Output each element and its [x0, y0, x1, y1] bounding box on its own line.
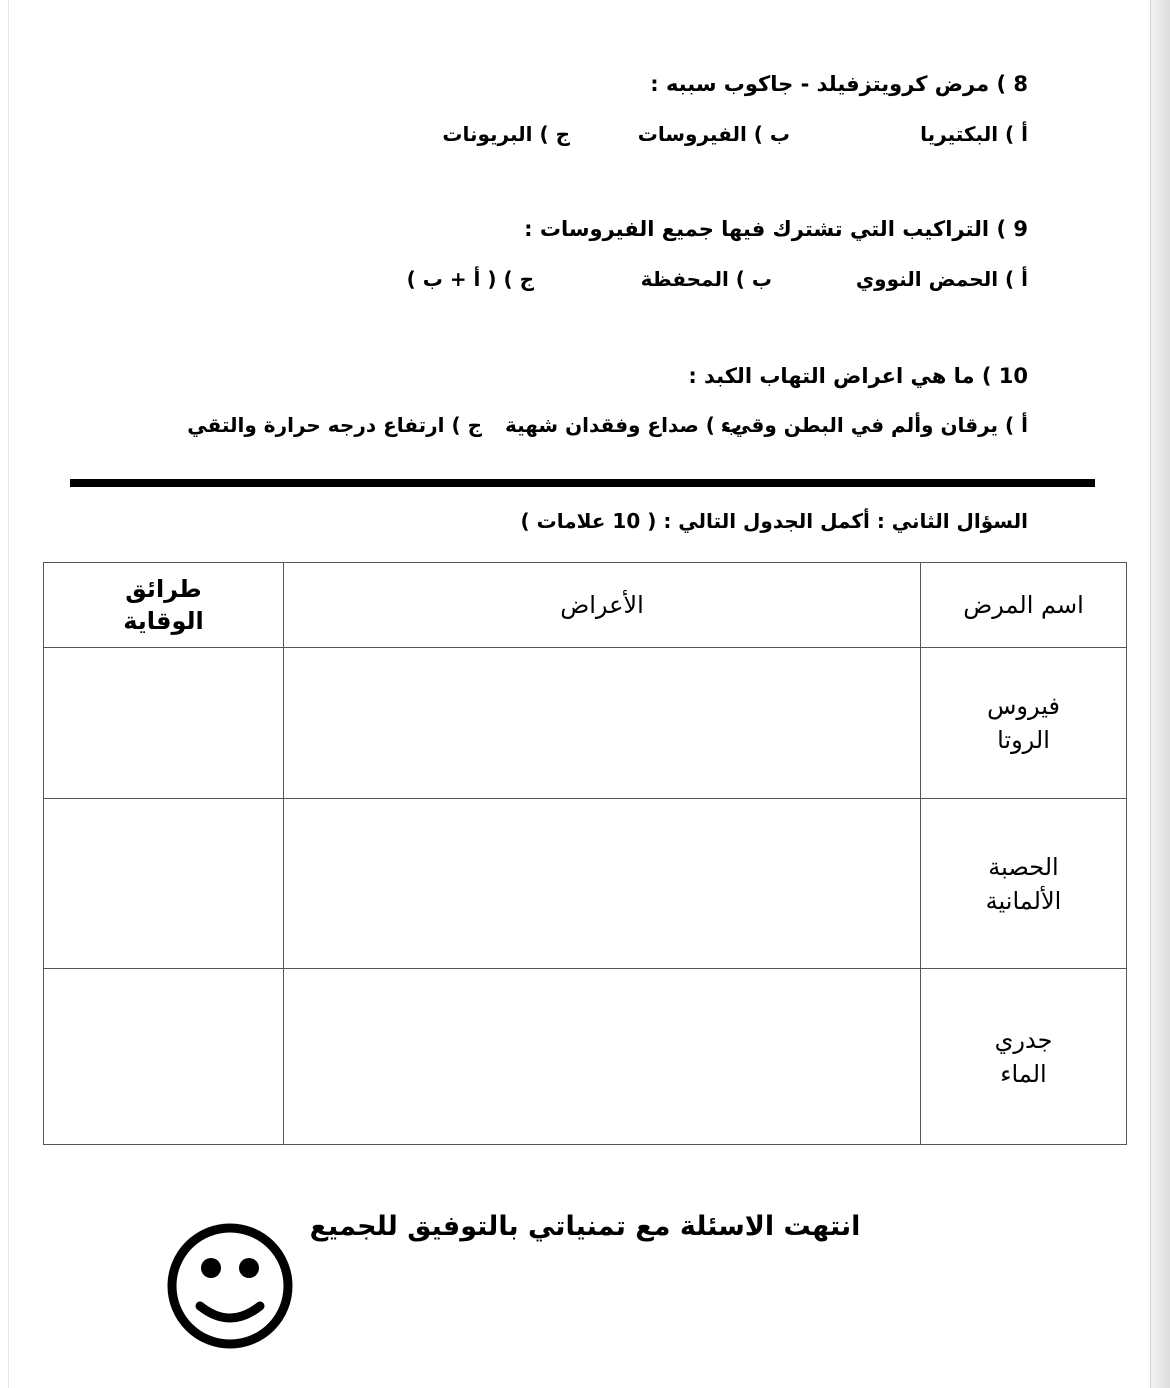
header-prevention-methods: طرائق الوقاية	[44, 563, 284, 648]
question-8-option-c: ج ) البريونات	[442, 122, 570, 146]
question-9-option-b: ب ) المحفظة	[640, 267, 772, 291]
question-8	[650, 69, 1028, 99]
question-8-number: 8 )	[996, 72, 1028, 96]
section-2-title: السؤال الثاني : أكمل الجدول التالي : ( 10 علامات )	[520, 509, 1028, 533]
question-8-option-a: أ ) البكتيريا	[920, 122, 1028, 146]
prevention-cell[interactable]	[44, 648, 284, 799]
question-10-text: ما هي اعراض التهاب الكبد :	[688, 364, 975, 388]
symptoms-cell[interactable]	[284, 969, 921, 1145]
question-8-text: مرض كرويتزفيلد - جاكوب سببه :	[650, 72, 990, 96]
disease-name-cell: الحصبة الألمانية	[921, 799, 1127, 969]
symptoms-cell[interactable]	[284, 799, 921, 969]
question-9	[524, 214, 1028, 244]
table-row	[44, 799, 1127, 969]
question-10-number: 10 )	[981, 364, 1028, 388]
question-10-option-c: ج ) ارتفاع درجه حرارة والتقي	[187, 413, 482, 437]
symptoms-cell[interactable]	[284, 648, 921, 799]
question-10-option-b: ب ) صداع وفقدان شهية	[504, 413, 742, 437]
question-9-option-a: أ ) الحمض النووي	[855, 267, 1028, 291]
disease-name-cell: جدري الماء	[921, 969, 1127, 1145]
header-disease-name: اسم المرض	[921, 563, 1127, 648]
question-9-option-c: ج ) ( أ + ب )	[406, 267, 534, 291]
page-right-edge	[1150, 0, 1170, 1388]
table-row	[44, 648, 1127, 799]
question-8-option-b: ب ) الفيروسات	[637, 122, 790, 146]
header-symptoms: الأعراض	[284, 563, 921, 648]
prevention-cell[interactable]	[44, 969, 284, 1145]
table-row	[44, 969, 1127, 1145]
question-9-number: 9 )	[996, 217, 1028, 241]
diseases-table	[43, 562, 1127, 1145]
smiley-face-icon	[160, 1220, 300, 1360]
table-header-row	[44, 563, 1127, 648]
disease-name-cell: فيروس الروتا	[921, 648, 1127, 799]
closing-message: انتهت الاسئلة مع تمنياتي بالتوفيق للجميع	[309, 1211, 861, 1242]
section-divider	[70, 479, 1095, 487]
question-10-option-a: أ ) يرقان وألم في البطن وقيء	[720, 413, 1028, 437]
page-left-edge	[8, 0, 9, 1388]
question-9-text: التراكيب التي تشترك فيها جميع الفيروسات :	[524, 217, 990, 241]
prevention-cell[interactable]	[44, 799, 284, 969]
question-10	[688, 361, 1028, 391]
